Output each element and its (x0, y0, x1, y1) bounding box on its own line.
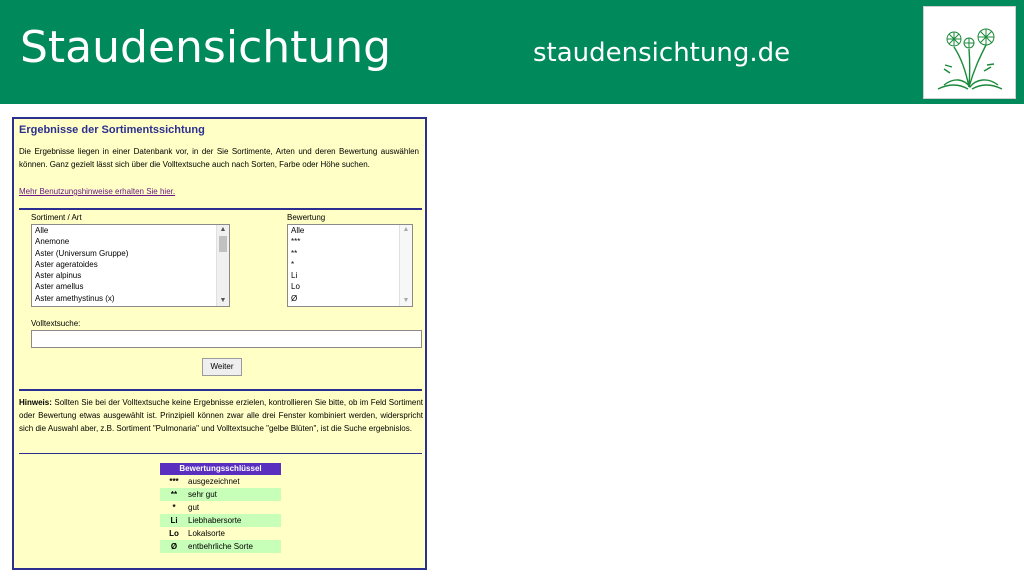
list-option[interactable]: Ø (291, 293, 298, 303)
help-link[interactable]: Mehr Benutzungshinweise erhalten Sie hier. (19, 187, 176, 196)
volltext-input[interactable] (31, 330, 422, 348)
list-option[interactable]: Aster amethystinus (x) (35, 293, 115, 303)
volltext-label: Volltextsuche: (31, 319, 81, 328)
intro-text: Die Ergebnisse liegen in einer Datenbank vor, in der Sie Sortimente, Arten und deren Bewertung auswählen können. Ganz gezielt lässt sich über die Volltextsuche auch nach Sorten, Farbe oder Höhe suchen. (19, 147, 419, 169)
sortiment-label: Sortiment / Art (31, 213, 82, 222)
list-option[interactable]: Aster alpinus (35, 271, 82, 281)
bewertung-listbox[interactable] (287, 224, 413, 307)
panel-title: Ergebnisse der Sortimentssichtung (19, 124, 205, 136)
scroll-up-icon[interactable]: ▲ (219, 226, 227, 233)
legend-row (160, 527, 281, 540)
dandelion-plant-icon (924, 7, 1015, 98)
legend-row (160, 501, 281, 514)
legend-row (160, 540, 281, 553)
list-option[interactable]: ** (291, 248, 298, 258)
legend-row (160, 514, 281, 527)
legend-symbol: ** (170, 490, 178, 499)
divider (19, 453, 422, 454)
scroll-down-icon[interactable]: ▼ (402, 297, 410, 304)
logo (923, 6, 1016, 99)
rating-legend (160, 463, 281, 553)
site-title: Staudensichtung (20, 22, 392, 73)
legend-text: sehr gut (188, 490, 217, 499)
divider (19, 389, 422, 391)
list-option[interactable]: Alle (291, 226, 305, 235)
bewertung-scrollbar[interactable] (399, 225, 412, 306)
list-option[interactable]: Alle (35, 226, 49, 235)
legend-symbol: Lo (169, 529, 179, 538)
list-option[interactable]: Anemone (35, 237, 70, 247)
scroll-down-icon[interactable]: ▼ (219, 297, 227, 304)
list-option[interactable]: Li (291, 271, 298, 281)
legend-row (160, 475, 281, 488)
legend-text: Liebhabersorte (188, 516, 242, 525)
legend-text: Lokalsorte (188, 529, 225, 538)
sortiment-scrollbar[interactable] (216, 225, 229, 306)
legend-symbol: * (172, 503, 176, 512)
legend-symbol: *** (169, 477, 179, 486)
scroll-thumb[interactable] (219, 236, 227, 252)
list-option[interactable]: Lo (291, 282, 300, 292)
legend-symbol: Ø (170, 542, 178, 551)
search-panel (12, 117, 427, 570)
hint-text (19, 396, 423, 435)
legend-title: Bewertungsschlüssel (160, 463, 281, 475)
legend-row (160, 488, 281, 501)
hint-label: Hinweis: (19, 398, 52, 407)
legend-text: ausgezeichnet (188, 477, 240, 486)
legend-text: gut (188, 503, 200, 512)
list-option[interactable]: Aster (Universum Gruppe) (35, 248, 129, 258)
weiter-button[interactable]: Weiter (202, 358, 242, 376)
list-option[interactable]: * (291, 259, 295, 269)
list-option[interactable]: Aster amellus (35, 282, 84, 292)
scroll-up-icon[interactable]: ▲ (402, 226, 410, 233)
sortiment-listbox[interactable] (31, 224, 230, 307)
list-option[interactable]: *** (291, 237, 301, 247)
legend-symbol: Li (170, 516, 178, 525)
legend-text: entbehrliche Sorte (188, 542, 253, 551)
hint-body: Sollten Sie bei der Volltextsuche keine Ergebnisse erzielen, kontrollieren Sie bitte, ob im Feld Sortiment oder Bewertung etwas ausgewählt ist. Prinzipiell können zwar alle drei Fenster kombiniert werden, widerspricht sich die Auswahl aber, z.B. Sortiment "Pulmonaria" und Volltextsuche "gelbe Blüten", ist die Suche ergebnislos. (19, 398, 423, 433)
divider (19, 208, 422, 210)
site-header (0, 0, 1024, 104)
bewertung-label: Bewertung (287, 213, 326, 222)
site-url: staudensichtung.de (533, 38, 791, 68)
list-option[interactable]: Aster ageratoides (35, 259, 98, 269)
